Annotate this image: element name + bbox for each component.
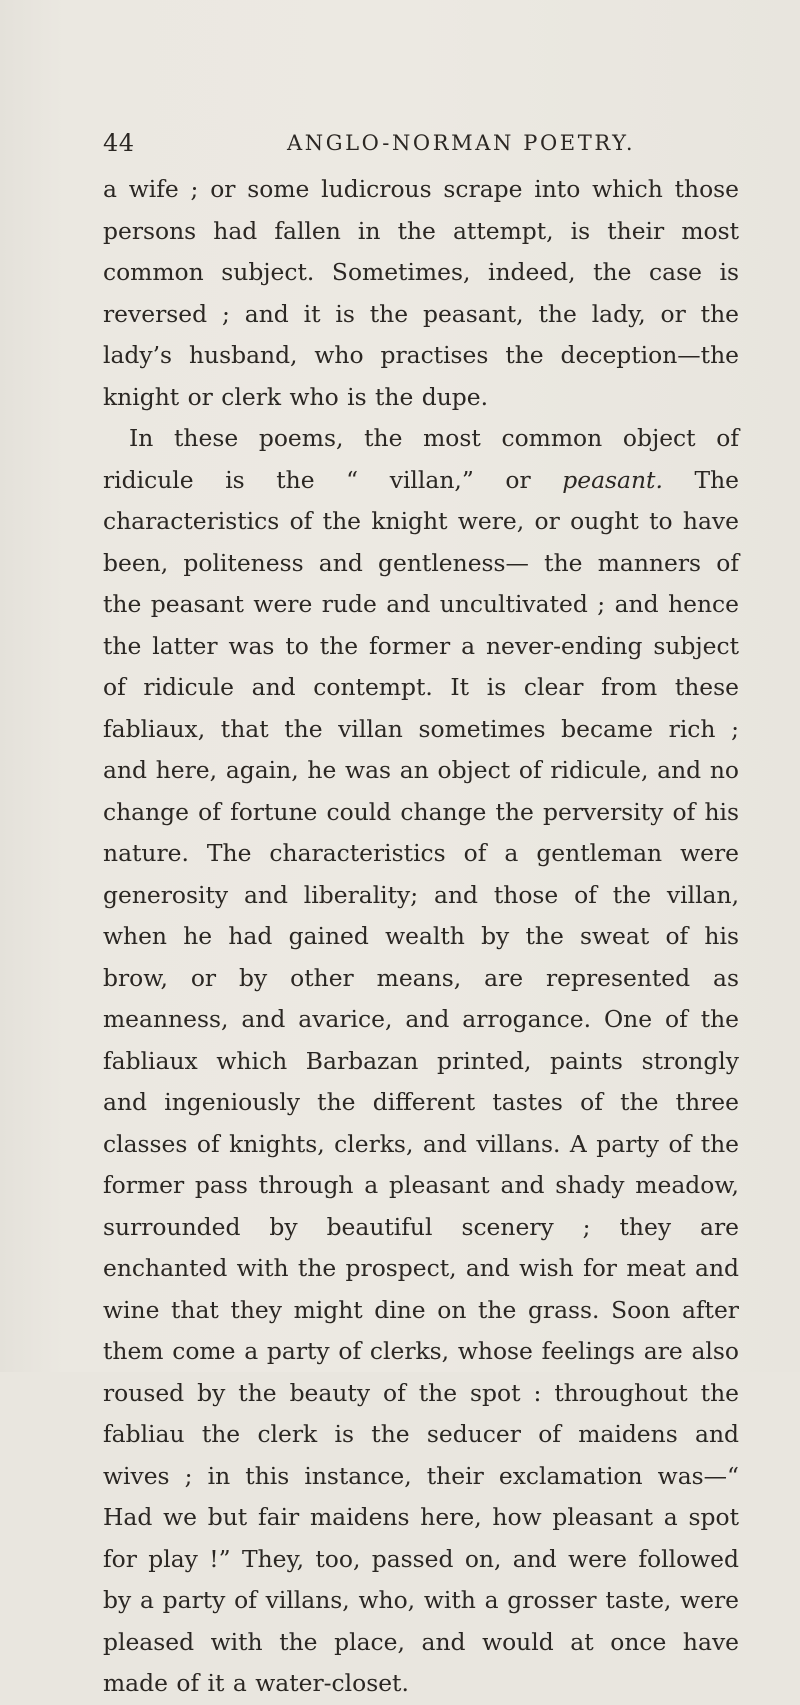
paragraph bbox=[103, 418, 739, 1705]
paragraph-text: The characteristics of the knight were, or ought to have been, politeness and gentleness— the manners of the peasant were rude and uncultivated ; and hence the latter was to the former a never-ending subject of ridicule and contempt. It is clear from these fabliaux, that the villan sometimes became rich ; and here, again, he was an object of ridicule, and no change of fortune could change the perversity of his nature. The characteristics of a gentleman were generosity and liberality; and those of the villan, when he had gained wealth by the sweat of his brow, or by other means, are represented as meanness, and avarice, and arrogance. One of the fabliaux which Barbazan printed, paints strongly and ingeniously the different tastes of the three classes of knights, clerks, and villans. A party of the former pass through a pleasant and shady meadow, surrounded by beautiful scenery ; they are enchanted with the prospect, and wish for meat and wine that they might dine on the grass. Soon after them come a party of clerks, whose feelings are also roused by the beauty of the spot : throughout the fabliau the clerk is the seducer of maidens and wives ; in this instance, their exclamation was—“ Had we but fair maidens here, how pleasant a spot for play !” They, too, passed on, and were followed by a party of villans, who, with a grosser taste, were pleased with the place, and would at once have made of it a water-closet. bbox=[103, 465, 739, 1697]
running-title: ANGLO-NORMAN POETRY. bbox=[287, 131, 636, 155]
page-header bbox=[103, 126, 739, 160]
paragraph-text: In these poems, the most common object of ridicule is the “ villan,” or bbox=[103, 424, 739, 494]
italic-word: peasant. bbox=[562, 465, 663, 494]
paragraph: a wife ; or some ludicrous scrape into which those persons had fallen in the attempt, is their most common subject. Sometimes, indeed, the case is reversed ; and it is the peasant, the lady, or the lady’s husband, who practises the deception—the knight or clerk who is the dupe. bbox=[103, 175, 739, 411]
body-text bbox=[103, 169, 739, 1705]
page-number: 44 bbox=[103, 129, 135, 157]
